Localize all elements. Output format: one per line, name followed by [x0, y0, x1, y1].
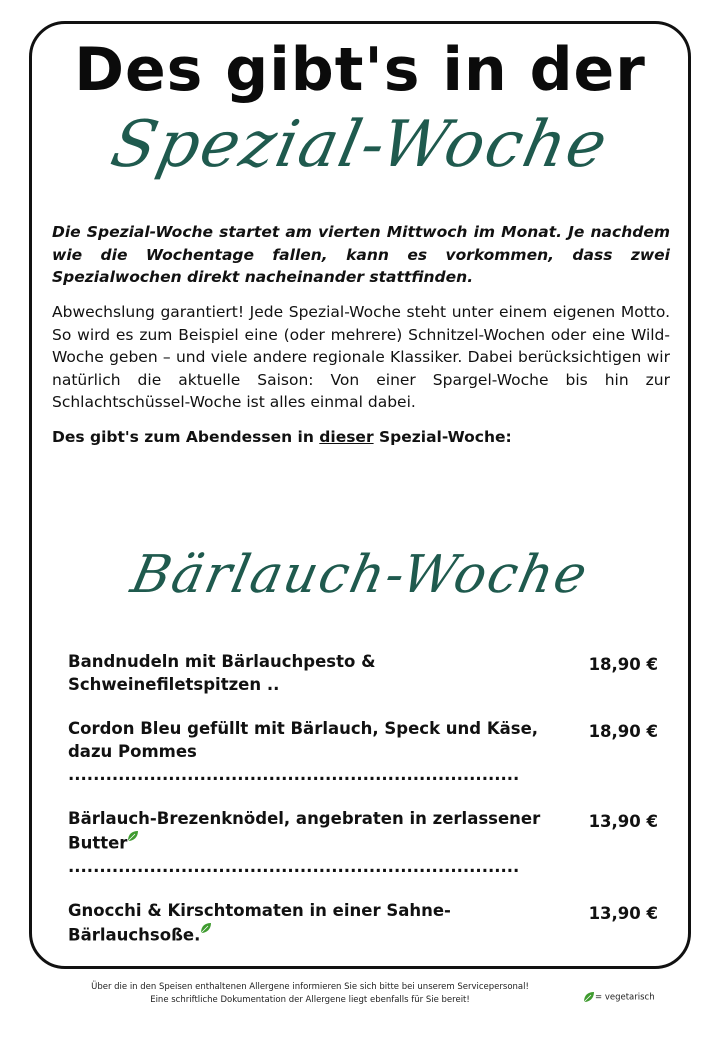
menu-item-dot-leader: . [194, 925, 201, 944]
menu-item [68, 717, 668, 786]
menu-item-dot-leader: ........................................................................ [68, 856, 520, 876]
vegetarian-legend [583, 991, 655, 1003]
allergen-note-line-2: Eine schriftliche Dokumentation der Allergene liegt ebenfalls für Sie bereit! [150, 995, 470, 1005]
menu-item-price: 18,90 € [588, 655, 658, 674]
menu-item-description-text: Bärlauch-Brezenknödel, angebraten in zerlassener Butter [68, 809, 541, 853]
dinner-intro [52, 426, 670, 449]
menu-item [68, 899, 668, 947]
leaf-icon [127, 830, 139, 842]
menu-item-description: Cordon Bleu gefüllt mit Bärlauch, Speck und Käse, dazu Pommes ........................................................................ [68, 719, 539, 784]
menu-list [68, 650, 668, 967]
menu-item-description: Bandnudeln mit Bärlauchpesto & Schweinefiletspitzen .. [68, 652, 376, 694]
menu-item-price: 13,90 € [588, 812, 658, 831]
page-headline: Des gibt's in der [74, 35, 646, 105]
allergen-footer [40, 981, 580, 1007]
special-week-script-title: Spezial-Woche [104, 108, 616, 182]
menu-item-description [68, 899, 573, 947]
menu-item-price: 13,90 € [588, 903, 658, 923]
leaf-icon [583, 991, 595, 1003]
menu-item-description-text: Gnocchi & Kirschtomaten in einer Sahne-Bärlauchsoße [68, 900, 451, 944]
dinner-intro-underlined: dieser [319, 428, 374, 446]
dinner-intro-start: Des gibt's zum Abendessen in [52, 428, 320, 446]
menu-item [68, 650, 668, 696]
vegetarian-legend-label: = vegetarisch [595, 992, 655, 1003]
leaf-icon [200, 922, 212, 934]
menu-item [68, 807, 668, 878]
allergen-note-line-1: Über die in den Speisen enthaltenen Allergene informieren Sie sich bitte bei unserem Servicepersonal! [91, 982, 529, 992]
dinner-intro-end: Spezial-Woche: [373, 428, 512, 446]
menu-item-price: 18,90 € [588, 722, 658, 741]
intro-paragraph-1: Die Spezial-Woche startet am vierten Mittwoch im Monat. Je nachdem wie die Wochentage fallen, kann es vorkommen, dass zwei Spezialwochen direkt nacheinander stattfinden. [52, 223, 670, 286]
week-theme-title: Bärlauch-Woche [126, 545, 594, 605]
menu-item-description [68, 807, 573, 878]
intro-paragraph-2: Abwechslung garantiert! Jede Spezial-Woche steht unter einem eigenen Motto. So wird es zum Beispiel eine (oder mehrere) Schnitzel-Wochen oder eine Wild-Woche geben – und viele andere regionale Klassiker. Dabei berücksichtigen wir natürlich die aktuelle Saison: Von einer Spargel-Woche bis hin zur Schlachtschüssel-Woche ist alles einmal dabei. [52, 303, 670, 411]
